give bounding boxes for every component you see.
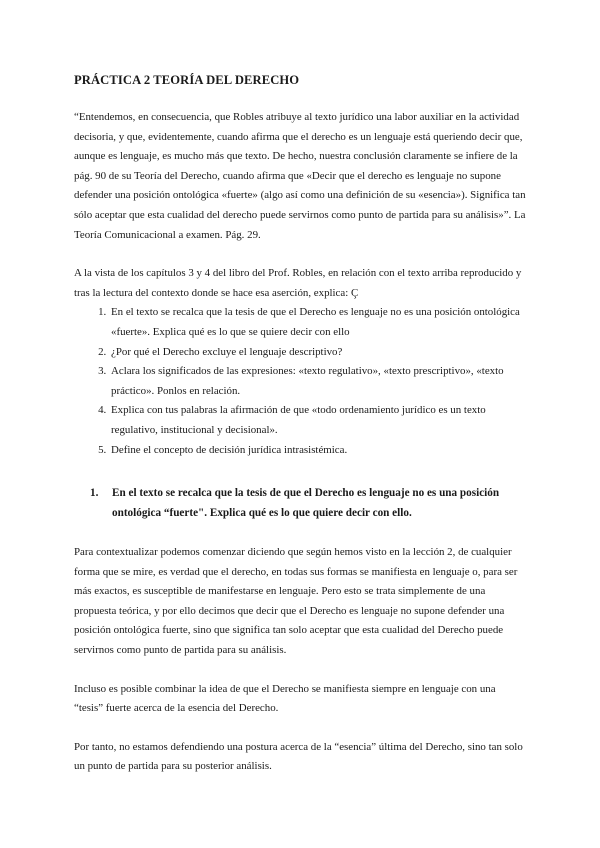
question-item: 5. Define el concepto de decisión jurídica intrasistémica. [109, 441, 527, 461]
answer-paragraph: Incluso es posible combinar la idea de que el Derecho se manifiesta siempre en lenguaje con una “tesis” fuerte acerca de la esencia del Derecho. [74, 682, 496, 715]
question-item: 1. En el texto se recalca que la tesis de que el Derecho es lenguaje no es una posición ontológica «fuerte». Explica qué es lo que se quiere decir con ello [109, 303, 527, 342]
answer-paragraph: Para contextualizar podemos comenzar diciendo que según hemos visto en la lección 2, de cualquier forma que se mire, es verdad que el derecho, en todas sus formas se manifiesta en lenguaje o, para ser más exactos, es susceptible de manifestarse en lenguaje. Pero esto se trata simplemente de una propuesta teórica, y por ello decimos que decir que el Derecho es lenguaje no supone defender una posición ontológica fuerte, sino que significa tan solo aceptar que esta cualidad del Derecho puede servirnos como punto de partida para su análisis. [74, 546, 518, 657]
answer-heading-text: En el texto se recalca que la tesis de que el Derecho es lenguaje no es una posición ontológica “fuerte". Explica qué es lo que quiere decir con ello. [112, 487, 500, 520]
question-item: 2. ¿Por qué el Derecho excluye el lenguaje descriptivo? [109, 343, 527, 363]
answer-heading [74, 483, 527, 523]
intro-paragraph: A la vista de los capítulos 3 y 4 del libro del Prof. Robles, en relación con el texto arriba reproducido y tras la lectura del contexto donde se hace esa aserción, explica: Ç [74, 267, 522, 299]
document-title: PRÁCTICA 2 TEORÍA DEL DERECHO [74, 73, 300, 87]
answer-paragraph: Por tanto, no estamos defendiendo una postura acerca de la “esencia” última del Derecho, sino tan solo un punto de partida para su posterior análisis. [74, 740, 523, 773]
question-item: 4. Explica con tus palabras la afirmación de que «todo ordenamiento jurídico es un texto regulativo, institucional y decisional». [109, 401, 527, 440]
answer-heading-number: 1. [90, 487, 99, 500]
quoted-passage: “Entendemos, en consecuencia, que Robles atribuye al texto jurídico una labor auxiliar en la actividad decisoria, y que, evidentemente, cuando afirma que el derecho es un lenguaje está queriendo decir que, aunque es lenguaje, es mucho más que texto. De hecho, nuestra conclusión claramente se infiere de la pág. 90 de su Teoría del Derecho, cuando afirma que «Decir que el derecho es lenguaje no supone defender una posición ontológica «fuerte» (algo así como una definición de su «esencia»). Significa tan sólo aceptar que esta cualidad del derecho puede servirnos como punto de partida para su análisis»”. La Teoría Comunicacional a examen. Pág. 29. [74, 111, 526, 241]
question-item: 3. Aclara los significados de las expresiones: «texto regulativo», «texto prescriptivo», «texto práctico». Ponlos en relación. [109, 362, 527, 401]
questions-list [74, 303, 527, 460]
